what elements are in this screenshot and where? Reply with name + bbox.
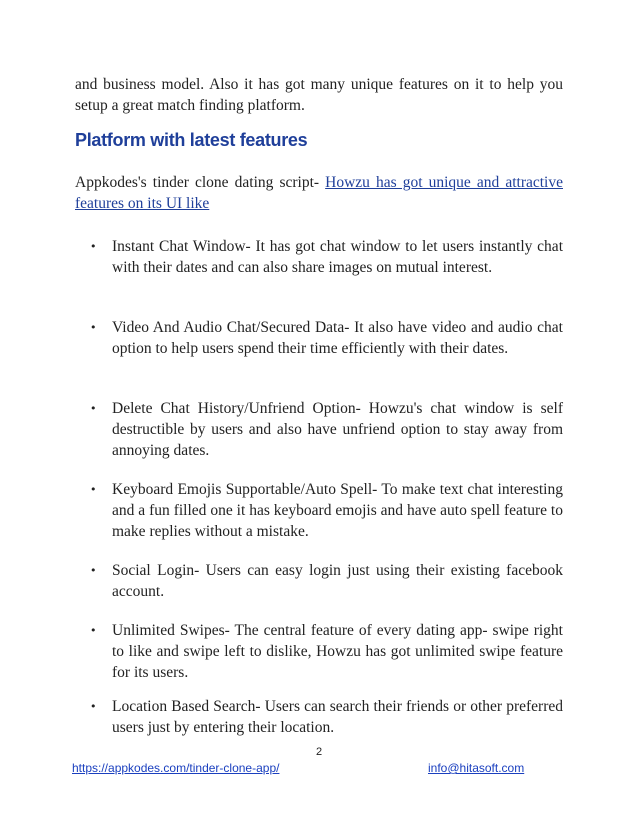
feature-item (90, 620, 563, 683)
bullet-icon: • (90, 321, 97, 334)
feature-text: Location Based Search- Users can search their friends or other preferred users just by entering their location. (112, 698, 563, 736)
howzu-link[interactable]: Howzu has got unique and attractive features on its UI like (75, 174, 563, 212)
bullet-icon: • (90, 402, 97, 415)
lead-text: Appkodes's tinder clone dating script- (75, 174, 326, 191)
feature-item (90, 696, 563, 738)
bullet-icon: • (90, 700, 97, 713)
feature-item (90, 398, 563, 461)
feature-text: Keyboard Emojis Supportable/Auto Spell- To make text chat interesting and a fun filled one it has keyboard emojis and have auto spell feature to make replies without a mistake. (112, 481, 563, 540)
bullet-icon: • (90, 240, 97, 253)
feature-item (90, 479, 563, 542)
feature-text: Instant Chat Window- It has got chat window to let users instantly chat with their dates and can also share images on mutual interest. (112, 238, 563, 276)
page-number: 2 (315, 746, 323, 758)
feature-text: Video And Audio Chat/Secured Data- It also have video and audio chat option to help users spend their time efficiently with their dates. (112, 319, 563, 357)
feature-item (90, 236, 563, 278)
footer-email-link[interactable]: info@hitasoft.com (428, 761, 525, 775)
lead-paragraph (75, 172, 563, 214)
bullet-icon: • (90, 483, 97, 496)
feature-item (90, 317, 563, 359)
footer-url-link[interactable]: https://appkodes.com/tinder-clone-app/ (72, 761, 280, 775)
section-heading: Platform with latest features (75, 130, 308, 150)
intro-paragraph: and business model. Also it has got many unique features on it to help you setup a great match finding platform. (75, 76, 563, 114)
bullet-icon: • (90, 564, 97, 577)
feature-item (90, 560, 563, 602)
feature-text: Unlimited Swipes- The central feature of every dating app- swipe right to like and swipe left to dislike, Howzu has got unlimited swipe feature for its users. (112, 622, 563, 681)
feature-text: Social Login- Users can easy login just using their existing facebook account. (112, 562, 563, 600)
feature-text: Delete Chat History/Unfriend Option- Howzu's chat window is self destructible by users and also have unfriend option to stay away from annoying dates. (112, 400, 563, 459)
bullet-icon: • (90, 624, 97, 637)
